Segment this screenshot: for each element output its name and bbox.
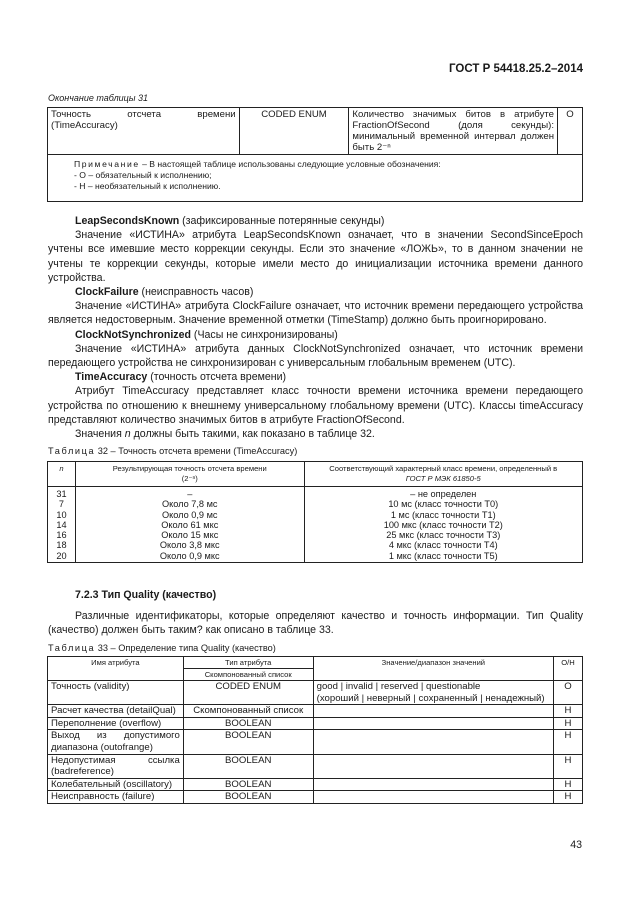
column-header: Тип атрибута [183,657,313,669]
table-cell: Около 15 мкс [75,530,304,540]
caption-text: 33 – Определение типа Quality (качество) [95,643,276,653]
term-subtitle: (неисправность часов) [138,286,254,299]
page-number: 43 [570,839,582,851]
body-text [48,214,583,458]
text-span: должны быть такими, как показано в таблице 32. [130,428,375,441]
table-cell: 10 [48,510,76,520]
paragraph: Атрибут TimeAccuracy представляет класс точности времени источника времени передающего устройства по отношению к внешнему универсальному глобальному времени (UTC). Классы timeAccuracy представляют количество значимых битов в атрибуте FractionOfSecond. [48,385,583,426]
table-cell: CODED ENUM [183,681,313,705]
table-row [48,730,583,754]
table-cell: 1 мс (класс точности T1) [304,510,582,520]
caption-text: 32 – Точность отсчета времени (TimeAccuracy) [95,446,298,457]
table-cell: Выход из допустимого диапазона (outofrange) [48,730,184,754]
standard-header: ГОСТ Р 54418.25.2–2014 [449,63,583,75]
table-cell: Около 0,9 мс [75,510,304,520]
header-text: (2⁻ⁿ) [181,474,198,483]
table-cell: BOOLEAN [183,778,313,791]
table-cell: Около 7,8 мс [75,499,304,509]
table31 [47,107,583,202]
note-lead: Примечание [74,159,140,169]
table-cell: BOOLEAN [183,717,313,730]
table-cell: Колебательный (oscillatory) [48,778,184,791]
table-cell: Расчет качества (detailQual) [48,705,184,718]
table-cell: Недопустимая ссылка (badreference) [48,754,184,778]
column-header: Значение/диапазон значений [313,657,553,681]
table-row [48,530,583,540]
table-cell: 14 [48,520,76,530]
term-title: ClockNotSynchronized [75,328,191,341]
header-text: ГОСТ Р МЭК 61850-5 [405,474,481,483]
term-title: LeapSecondsKnown [75,215,180,227]
column-header [304,462,582,487]
table-cell: Скомпонованный список [183,705,313,718]
table-cell: Неисправность (failure) [48,791,184,804]
table-cell: Около 0,9 мкс [75,551,304,563]
table-cell: – не определен [304,487,582,500]
paragraph: Значение «ИСТИНА» атрибута данных ClockNotSynchronized означает, что источник времени передающего устройства не синхронизирован с универсальным глобальным временем (UTC). [48,342,583,370]
header-text: Результирующая точность отсчета времени [112,464,267,473]
table33-caption [48,643,276,653]
table-row [48,108,583,155]
table-cell: 7 [48,499,76,509]
text-span: n [124,428,131,441]
paragraph: Значение «ИСТИНА» атрибута ClockFailure означает, что источник времени передающего устройства является недостоверным. Значение временной отметки (TimeStamp) должно быть проигнорировано. [48,300,583,327]
table-cell: Н [554,778,583,791]
table-cell [313,730,553,754]
table32-caption [48,444,583,458]
table-cell [313,705,553,718]
paragraph [48,427,583,441]
term-subtitle: (точность отсчета времени) [147,371,287,384]
table-cell: 100 мкс (класс точности T2) [304,520,582,530]
table-cell: Точность отсчета времени (TimeAccuracy) [48,108,240,155]
table-cell: 10 мс (класс точности T0) [304,499,582,509]
table-row [48,520,583,530]
table-note-row [48,155,583,202]
table-row [48,717,583,730]
table31-continuation-label: Окончание таблицы 31 [48,93,148,103]
note-text: – В настоящей таблице использованы следующие условные обозначения: [139,159,441,169]
table-cell [313,681,553,705]
table33 [47,656,583,804]
text-span: Значения [75,428,125,441]
note-item: - О – обязательный к исполнению; [74,170,212,180]
table-cell [313,717,553,730]
table-header-row [48,462,583,487]
table-cell: BOOLEAN [183,730,313,754]
table-cell: BOOLEAN [183,791,313,804]
table-cell: Переполнение (overflow) [48,717,184,730]
table-row [48,510,583,520]
term-subtitle: (зафиксированные потерянные секунды) [179,215,385,227]
table-row [48,551,583,563]
table-cell: CODED ENUM [239,108,349,155]
column-subheader: Скомпонованный список [183,669,313,681]
table-row [48,499,583,509]
table-cell: 18 [48,540,76,550]
table-cell: О [558,108,583,155]
term-subtitle: (Часы не синхронизированы) [190,328,338,341]
table-cell: 25 мкс (класс точности T3) [304,530,582,540]
table-cell: 31 [48,487,76,500]
cell-text: (хороший | неверный | сохраненный | ненадежный) [316,692,545,704]
caption-lead: Таблица [48,643,96,653]
table-cell: Около 61 мкс [75,520,304,530]
table32 [47,461,583,563]
note-item: - Н – необязательный к исполнению. [74,181,221,191]
table-row [48,778,583,791]
cell-text: good | invalid | reserved | questionable [316,681,481,692]
caption-lead: Таблица [48,446,96,457]
term-title: ClockFailure [75,286,139,299]
table-row [48,754,583,778]
table-cell [313,791,553,804]
table-cell [313,754,553,778]
table-cell: 1 мкс (класс точности T5) [304,551,582,563]
table-cell: Н [554,754,583,778]
column-header: Имя атрибута [48,657,184,681]
table-cell: 4 мкс (класс точности T4) [304,540,582,550]
table-cell: Точность (validity) [48,681,184,705]
table-cell: Н [554,717,583,730]
column-header [48,462,76,487]
table-header-row [48,657,583,669]
paragraph: Значение «ИСТИНА» атрибута LeapSecondsKnown означает, что в значении SecondSinceEpoch учтены все имевшие место коррекции секунды. Если это значение «ЛОЖЬ», то в данном значении не учтены те коррекции секунды, которые имели место до инициализации источника времени данного устройства. [48,229,583,284]
table-cell: Н [554,730,583,754]
header-text: n [59,464,64,473]
column-header: О/Н [554,657,583,681]
table-cell: 20 [48,551,76,563]
table-cell: Количество значимых битов в атрибуте FractionOfSecond (доля секунды): минимальный временной интервал должен быть 2⁻ⁿ [349,108,558,155]
header-text: Соответствующий характерный класс времени, определенный в [329,464,558,473]
table-cell: Н [554,791,583,804]
table-cell: – [75,487,304,500]
table-row [48,540,583,550]
table-cell: BOOLEAN [183,754,313,778]
column-header [75,462,304,487]
table-row [48,681,583,705]
table-row [48,487,583,500]
table-note [48,155,583,202]
table-row [48,705,583,718]
term-title: TimeAccuracy [75,371,148,384]
table-cell [313,778,553,791]
table-cell: Около 3,8 мкс [75,540,304,550]
table-cell: 16 [48,530,76,540]
table-row [48,791,583,804]
table-cell: Н [554,705,583,718]
section-heading: 7.2.3 Тип Quality (качество) [75,589,217,601]
table-cell: О [554,681,583,705]
paragraph: Различные идентификаторы, которые определяют качество и точность информации. Тип Quality (качество) должен быть таким? как описано в таблице 33. [48,610,583,637]
section-text-block [48,609,583,638]
